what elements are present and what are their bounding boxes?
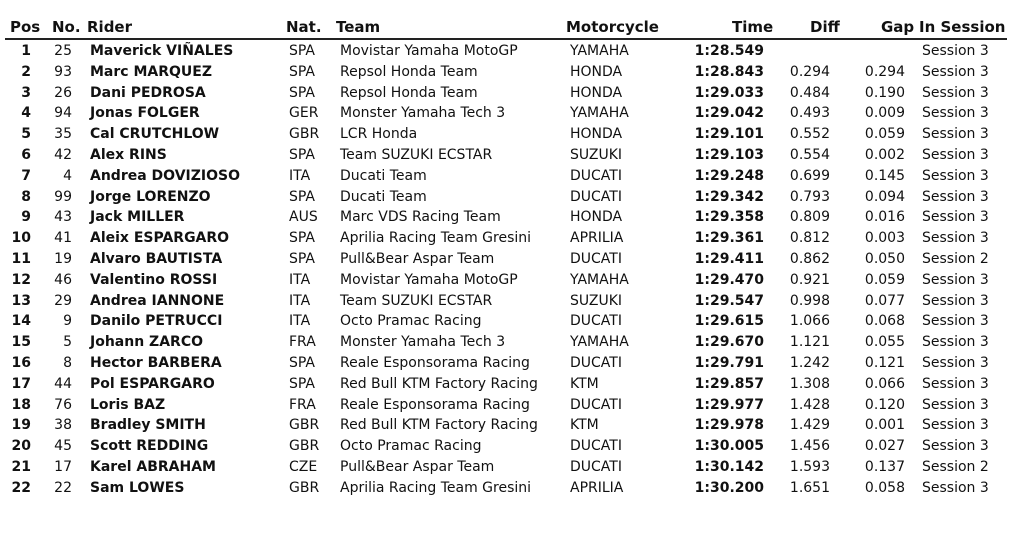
row-number: 38: [54, 417, 72, 434]
row-time: 1:29.547: [694, 292, 764, 309]
row-motorcycle: HONDA: [570, 63, 623, 80]
row-pos: 13: [11, 292, 31, 309]
row-pos: 19: [11, 417, 31, 434]
row-rider: Danilo PETRUCCI: [90, 313, 223, 330]
row-pos: 5: [21, 126, 31, 143]
row-nationality: SPA: [289, 63, 316, 80]
row-motorcycle: YAMAHA: [570, 271, 629, 288]
row-pos: 3: [21, 84, 31, 101]
row-diff: 0.484: [789, 84, 830, 101]
row-pos: 20: [11, 438, 31, 455]
row-nationality: AUS: [289, 209, 318, 226]
row-session: Session 3: [922, 396, 989, 413]
row-time: 1:29.101: [694, 126, 764, 143]
row-motorcycle: DUCATI: [570, 396, 622, 413]
table-row: [0, 124, 1009, 145]
row-rider: Jorge LORENZO: [90, 188, 211, 205]
row-rider: Andrea DOVIZIOSO: [90, 167, 240, 184]
table-row: [0, 83, 1009, 104]
row-diff: 0.699: [789, 167, 830, 184]
row-diff: 0.493: [789, 105, 830, 122]
row-team: Pull&Bear Aspar Team: [340, 251, 495, 267]
row-number: 42: [54, 147, 72, 163]
table-row: [0, 332, 1009, 353]
row-rider: Jonas FOLGER: [90, 105, 200, 122]
row-number: 19: [54, 251, 72, 267]
table-row: [0, 374, 1009, 395]
row-team: Octo Pramac Racing: [340, 313, 482, 330]
row-number: 9: [63, 313, 72, 330]
row-pos: 1: [21, 43, 31, 59]
row-time: 1:29.103: [694, 147, 764, 163]
row-nationality: ITA: [289, 313, 311, 330]
row-session: Session 3: [922, 334, 989, 351]
row-number: 5: [63, 334, 72, 351]
row-motorcycle: DUCATI: [570, 251, 622, 267]
row-team: Aprilia Racing Team Gresini: [340, 479, 532, 496]
row-session: Session 3: [922, 188, 989, 205]
table-row: [0, 436, 1009, 457]
row-gap: 0.016: [864, 209, 905, 226]
header-pos: Pos: [10, 18, 41, 36]
row-team: Repsol Honda Team: [340, 84, 478, 101]
row-diff: 0.793: [789, 188, 830, 205]
header-motorcycle: Motorcycle: [566, 18, 659, 36]
row-pos: 21: [11, 459, 31, 475]
row-team: Aprilia Racing Team Gresini: [340, 230, 532, 247]
row-pos: 14: [11, 313, 31, 330]
row-rider: Sam LOWES: [90, 479, 185, 496]
row-gap: 0.009: [864, 105, 905, 122]
row-motorcycle: DUCATI: [570, 167, 622, 184]
row-team: Movistar Yamaha MotoGP: [340, 271, 518, 288]
row-time: 1:29.977: [694, 396, 764, 413]
header-no: No.: [52, 18, 81, 36]
row-pos: 12: [11, 271, 31, 288]
row-nationality: FRA: [289, 396, 316, 413]
row-time: 1:29.670: [694, 334, 764, 351]
row-pos: 4: [21, 105, 31, 122]
row-number: 94: [54, 105, 72, 122]
row-gap: 0.068: [864, 313, 905, 330]
row-team: Reale Esponsorama Racing: [340, 396, 530, 413]
row-rider: Karel ABRAHAM: [90, 459, 216, 475]
row-pos: 22: [11, 479, 31, 496]
row-number: 8: [63, 355, 72, 371]
row-time: 1:30.005: [694, 438, 764, 455]
row-motorcycle: DUCATI: [570, 459, 622, 475]
table-row: [0, 62, 1009, 83]
row-session: Session 3: [922, 230, 989, 247]
table-row: [0, 41, 1009, 62]
row-pos: 18: [11, 396, 31, 413]
row-gap: 0.094: [864, 188, 905, 205]
row-motorcycle: YAMAHA: [570, 334, 629, 351]
row-rider: Scott REDDING: [90, 438, 209, 455]
row-rider: Cal CRUTCHLOW: [90, 126, 220, 143]
row-nationality: ITA: [289, 167, 311, 184]
row-nationality: GBR: [289, 417, 320, 434]
header-time: Time: [732, 18, 774, 36]
row-session: Session 3: [922, 167, 989, 184]
row-gap: 0.190: [864, 84, 905, 101]
table-row: [0, 187, 1009, 208]
row-gap: 0.050: [864, 251, 905, 267]
row-number: 99: [54, 188, 72, 205]
table-row: [0, 145, 1009, 166]
row-rider: Jack MILLER: [90, 209, 185, 226]
row-motorcycle: KTM: [570, 375, 599, 392]
row-diff: 1.066: [789, 313, 830, 330]
row-time: 1:28.843: [694, 63, 764, 80]
table-row: [0, 478, 1009, 499]
row-session: Session 3: [922, 43, 989, 59]
row-session: Session 3: [922, 313, 989, 330]
row-pos: 2: [21, 63, 31, 80]
row-session: Session 3: [922, 438, 989, 455]
row-number: 41: [54, 230, 72, 247]
row-team: Monster Yamaha Tech 3: [340, 334, 506, 351]
row-time: 1:29.248: [694, 167, 764, 184]
table-row: [0, 166, 1009, 187]
row-pos: 10: [11, 230, 31, 247]
row-rider: Dani PEDROSA: [90, 84, 206, 101]
row-time: 1:29.033: [694, 84, 764, 101]
row-pos: 7: [21, 167, 31, 184]
row-time: 1:30.142: [694, 459, 764, 475]
row-gap: 0.001: [864, 417, 905, 434]
row-diff: 0.554: [789, 147, 830, 163]
row-nationality: CZE: [289, 459, 318, 475]
row-diff: 1.121: [789, 334, 830, 351]
row-rider: Andrea IANNONE: [90, 292, 225, 309]
row-nationality: SPA: [289, 251, 316, 267]
row-motorcycle: KTM: [570, 417, 599, 434]
row-diff: 0.998: [789, 292, 830, 309]
row-pos: 6: [21, 147, 31, 163]
row-gap: 0.294: [864, 63, 905, 80]
row-pos: 11: [11, 251, 31, 267]
header-session: In Session: [919, 18, 1006, 36]
row-pos: 15: [11, 334, 31, 351]
row-rider: Alex RINS: [90, 147, 167, 163]
row-nationality: SPA: [289, 355, 316, 371]
row-team: Marc VDS Racing Team: [340, 209, 501, 226]
row-nationality: FRA: [289, 334, 316, 351]
row-session: Session 3: [922, 147, 989, 163]
row-team: Octo Pramac Racing: [340, 438, 482, 455]
row-session: Session 3: [922, 209, 989, 226]
row-diff: 1.651: [789, 479, 830, 496]
row-rider: Johann ZARCO: [90, 334, 203, 351]
row-time: 1:30.200: [694, 479, 764, 496]
row-rider: Bradley SMITH: [90, 417, 206, 434]
header-gap: Gap: [881, 18, 915, 36]
row-number: 76: [54, 396, 72, 413]
header-rider: Rider: [87, 18, 132, 36]
row-gap: 0.059: [864, 271, 905, 288]
row-number: 26: [54, 84, 72, 101]
table-row: [0, 249, 1009, 270]
row-nationality: GBR: [289, 438, 320, 455]
header-divider: [5, 38, 1007, 40]
row-rider: Valentino ROSSI: [90, 271, 218, 288]
table-row: [0, 270, 1009, 291]
row-team: Monster Yamaha Tech 3: [340, 105, 506, 122]
row-team: Repsol Honda Team: [340, 63, 478, 80]
row-pos: 16: [11, 355, 31, 371]
row-team: Team SUZUKI ECSTAR: [340, 147, 493, 163]
row-gap: 0.058: [864, 479, 905, 496]
row-time: 1:29.857: [694, 375, 764, 392]
row-diff: 0.862: [789, 251, 830, 267]
row-nationality: GBR: [289, 479, 320, 496]
row-gap: 0.121: [864, 355, 905, 371]
row-gap: 0.145: [864, 167, 905, 184]
row-nationality: SPA: [289, 230, 316, 247]
row-team: Ducati Team: [340, 188, 427, 205]
row-motorcycle: HONDA: [570, 84, 623, 101]
row-motorcycle: SUZUKI: [570, 147, 623, 163]
row-rider: Marc MARQUEZ: [90, 63, 212, 80]
row-motorcycle: YAMAHA: [570, 43, 629, 59]
table-row: [0, 415, 1009, 436]
row-time: 1:29.342: [694, 188, 764, 205]
row-nationality: GER: [289, 105, 319, 122]
row-time: 1:29.791: [694, 355, 764, 371]
row-motorcycle: HONDA: [570, 209, 623, 226]
row-motorcycle: HONDA: [570, 126, 623, 143]
row-diff: 0.294: [789, 63, 830, 80]
row-motorcycle: DUCATI: [570, 438, 622, 455]
row-diff: 0.552: [789, 126, 830, 143]
row-time: 1:29.358: [694, 209, 764, 226]
row-nationality: SPA: [289, 43, 316, 59]
row-session: Session 3: [922, 126, 989, 143]
table-row: [0, 311, 1009, 332]
table-row: [0, 228, 1009, 249]
row-session: Session 3: [922, 375, 989, 392]
row-number: 93: [54, 63, 72, 80]
row-number: 44: [54, 375, 72, 392]
row-nationality: GBR: [289, 126, 320, 143]
row-diff: 1.429: [789, 417, 830, 434]
row-motorcycle: DUCATI: [570, 313, 622, 330]
row-nationality: SPA: [289, 84, 316, 101]
row-team: Team SUZUKI ECSTAR: [340, 292, 493, 309]
row-diff: 0.921: [789, 271, 830, 288]
row-number: 35: [54, 126, 72, 143]
row-time: 1:29.361: [694, 230, 764, 247]
row-number: 46: [54, 271, 72, 288]
row-number: 29: [54, 292, 72, 309]
row-number: 25: [54, 43, 72, 59]
row-diff: 1.456: [789, 438, 830, 455]
row-time: 1:28.549: [694, 43, 764, 59]
row-diff: 1.242: [789, 355, 830, 371]
row-team: Movistar Yamaha MotoGP: [340, 43, 518, 59]
row-nationality: ITA: [289, 271, 311, 288]
row-pos: 17: [11, 375, 31, 392]
row-pos: 9: [21, 209, 31, 226]
table-row: [0, 291, 1009, 312]
row-session: Session 3: [922, 479, 989, 496]
row-gap: 0.059: [864, 126, 905, 143]
row-motorcycle: DUCATI: [570, 355, 622, 371]
row-session: Session 3: [922, 105, 989, 122]
row-gap: 0.137: [864, 459, 905, 475]
row-motorcycle: YAMAHA: [570, 105, 629, 122]
row-team: Red Bull KTM Factory Racing: [340, 417, 538, 434]
row-team: Reale Esponsorama Racing: [340, 355, 530, 371]
table-row: [0, 353, 1009, 374]
row-diff: 1.428: [789, 396, 830, 413]
row-nationality: SPA: [289, 147, 316, 163]
row-session: Session 3: [922, 355, 989, 371]
row-motorcycle: APRILIA: [570, 479, 624, 496]
row-gap: 0.066: [864, 375, 905, 392]
row-session: Session 3: [922, 292, 989, 309]
row-pos: 8: [21, 188, 31, 205]
row-session: Session 3: [922, 417, 989, 434]
row-diff: 0.809: [789, 209, 830, 226]
row-rider: Alvaro BAUTISTA: [90, 251, 223, 267]
row-number: 4: [63, 167, 72, 184]
header-nat: Nat.: [286, 18, 322, 36]
row-gap: 0.002: [864, 147, 905, 163]
row-motorcycle: APRILIA: [570, 230, 624, 247]
row-session: Session 2: [922, 459, 989, 475]
row-session: Session 3: [922, 271, 989, 288]
row-number: 45: [54, 438, 72, 455]
row-time: 1:29.615: [694, 313, 764, 330]
row-rider: Aleix ESPARGARO: [90, 230, 230, 247]
row-motorcycle: DUCATI: [570, 188, 622, 205]
table-row: [0, 103, 1009, 124]
row-motorcycle: SUZUKI: [570, 292, 623, 309]
row-gap: 0.055: [864, 334, 905, 351]
row-diff: 1.308: [789, 375, 830, 392]
row-gap: 0.003: [864, 230, 905, 247]
header-diff: Diff: [810, 18, 840, 36]
row-session: Session 3: [922, 84, 989, 101]
row-time: 1:29.978: [694, 417, 764, 434]
row-session: Session 3: [922, 63, 989, 80]
row-team: Pull&Bear Aspar Team: [340, 459, 495, 475]
row-rider: Hector BARBERA: [90, 355, 222, 371]
table-row: [0, 207, 1009, 228]
row-nationality: ITA: [289, 292, 311, 309]
row-team: LCR Honda: [340, 126, 418, 143]
row-number: 22: [54, 479, 72, 496]
row-rider: Maverick VIÑALES: [90, 43, 234, 59]
row-gap: 0.027: [864, 438, 905, 455]
row-time: 1:29.411: [694, 251, 764, 267]
row-rider: Loris BAZ: [90, 396, 166, 413]
row-number: 17: [54, 459, 72, 475]
row-time: 1:29.042: [694, 105, 764, 122]
row-rider: Pol ESPARGARO: [90, 375, 215, 392]
row-team: Ducati Team: [340, 167, 427, 184]
row-number: 43: [54, 209, 72, 226]
row-team: Red Bull KTM Factory Racing: [340, 375, 538, 392]
row-session: Session 2: [922, 251, 989, 267]
row-gap: 0.077: [864, 292, 905, 309]
row-time: 1:29.470: [694, 271, 764, 288]
header-team: Team: [336, 18, 381, 36]
row-gap: 0.120: [864, 396, 905, 413]
table-row: [0, 457, 1009, 478]
row-nationality: SPA: [289, 188, 316, 205]
row-diff: 0.812: [789, 230, 830, 247]
row-diff: 1.593: [789, 459, 830, 475]
table-row: [0, 395, 1009, 416]
row-nationality: SPA: [289, 375, 316, 392]
